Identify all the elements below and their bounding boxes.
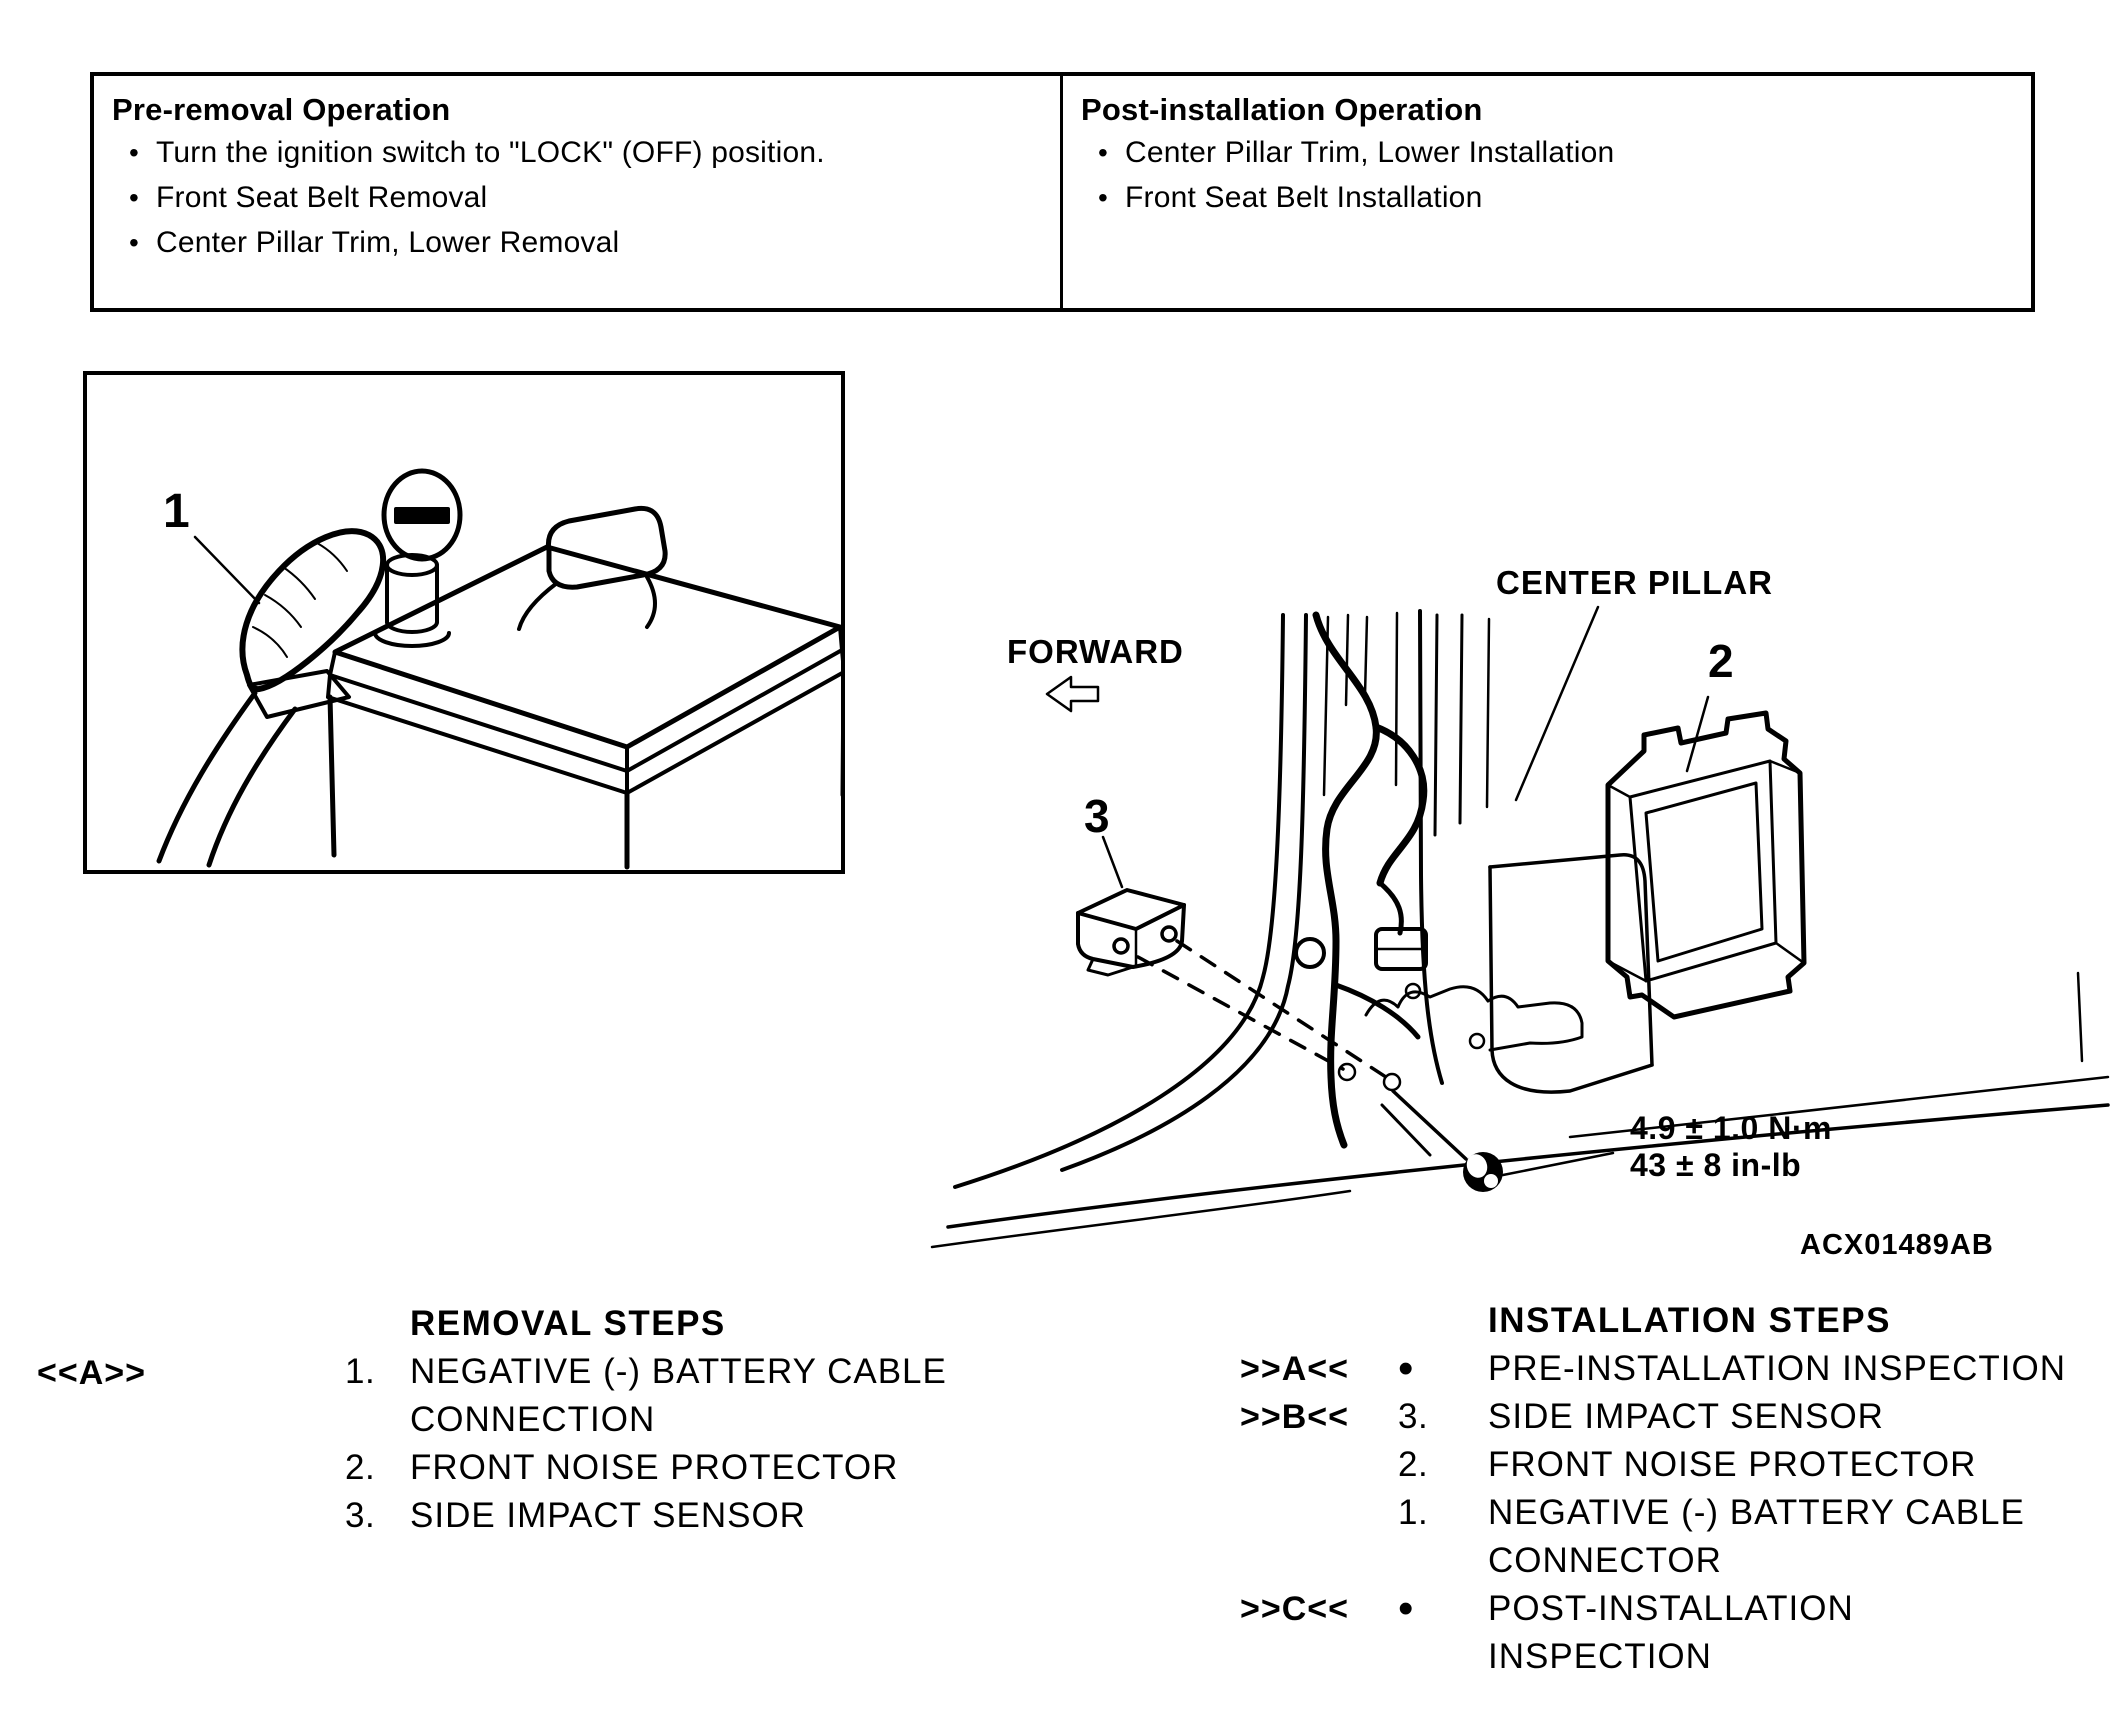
step-text-line: POST-INSTALLATION [1488,1589,1854,1628]
bullet-icon: • [128,137,139,168]
step-text-line: FRONT NOISE PROTECTOR [410,1448,899,1487]
step-text-line: INSPECTION [1488,1637,1712,1676]
callout-3-leader-line [1103,837,1122,887]
negative-terminal-minus-icon [384,471,460,559]
step-marker: >>B<< [1240,1398,1349,1436]
step-text-line: NEGATIVE (-) BATTERY CABLE [410,1352,947,1391]
list-item [1240,1489,2100,1585]
pre-removal-title: Pre-removal Operation [112,92,451,127]
mounting-axis-lines [1138,941,1466,1159]
post-installation-item: Front Seat Belt Installation [1125,181,1483,214]
callout-2-leader-line [1687,697,1708,771]
list-item [345,1492,1105,1540]
battery-cable [159,693,295,865]
step-marker: >>A<< [1240,1350,1349,1388]
torque-imperial: 43 ± 8 in-lb [1630,1147,1802,1183]
step-text-line: SIDE IMPACT SENSOR [410,1496,806,1535]
step-text-line: PRE-INSTALLATION INSPECTION [1488,1349,2067,1388]
battery-callout-1: 1 [163,485,190,538]
list-item [345,1348,1105,1444]
step-text-line: CONNECTOR [1488,1541,1722,1580]
quarter-panel [1366,855,2082,1092]
callout-2: 2 [1708,635,1734,687]
step-text-line: CONNECTION [410,1400,656,1439]
list-item [1240,1441,2100,1489]
step-text-line: SIDE IMPACT SENSOR [1488,1397,1884,1436]
center-pillar-leader-line [1516,607,1598,800]
step-text-line: NEGATIVE (-) BATTERY CABLE [1488,1493,2025,1532]
pre-removal-item: Turn the ignition switch to "LOCK" (OFF) position. [156,136,825,169]
list-item [112,220,1042,265]
wiring-harness [1296,615,1426,1145]
mounting-hole-icon [1384,1074,1400,1090]
negative-cable-lug [242,531,383,717]
forward-arrow-icon [1047,677,1098,711]
step-marker: >>C<< [1240,1590,1349,1628]
list-item [1081,130,2013,175]
step-text-line: FRONT NOISE PROTECTOR [1488,1445,1977,1484]
step-number: 2. [345,1448,376,1487]
list-item [1240,1393,2100,1441]
list-item [345,1444,1105,1492]
center-pillar-structure [955,611,1489,1187]
forward-label: FORWARD [1007,633,1184,670]
step-number: 2. [1398,1445,1429,1484]
battery-handle [519,508,665,629]
front-noise-protector [1608,713,1804,1017]
sensor-screw-icon [1114,939,1128,953]
list-item [1240,1585,2100,1681]
removal-marker-a: <<A>> [37,1354,146,1392]
step-number: 1. [1398,1493,1429,1532]
sensor-screw-icon [1162,927,1176,941]
figure-code: ACX01489AB [1800,1229,1994,1261]
mounting-hole-icon [1339,1064,1355,1080]
battery-figure [83,371,845,874]
torque-metric: 4.9 ± 1.0 N·m [1630,1110,1832,1146]
post-installation-title: Post-installation Operation [1081,92,1483,127]
pre-removal-cell [94,76,1063,308]
list-item [1240,1345,2100,1393]
battery-body [328,547,841,867]
removal-steps-list [345,1300,1105,1540]
post-installation-item: Center Pillar Trim, Lower Installation [1125,136,1615,169]
post-installation-cell [1063,76,2031,308]
bullet-icon: • [128,227,139,258]
bullet-icon: • [128,182,139,213]
operations-table [90,72,2035,312]
torque-spec [1630,1110,1832,1184]
center-pillar-label: CENTER PILLAR [1496,564,1773,601]
battery-cable-drawing [87,375,841,870]
floor-panel-lines [932,1077,2108,1247]
mounting-nut-icon [1463,1151,1503,1192]
callout-3: 3 [1084,790,1110,842]
side-impact-sensor [1078,890,1184,975]
callout-1-leader-line [195,537,259,603]
list-item [112,175,1042,220]
installation-steps-list [1240,1297,2100,1681]
bullet-icon: • [1097,182,1108,213]
pre-removal-item: Center Pillar Trim, Lower Removal [156,226,620,259]
list-item [112,130,1042,175]
pre-removal-item: Front Seat Belt Removal [156,181,488,214]
bullet-icon: • [1097,137,1108,168]
step-bullet: • [1398,1344,1414,1393]
step-bullet: • [1398,1584,1414,1633]
list-item [1081,175,2013,220]
step-number: 3. [345,1496,376,1535]
step-number: 1. [345,1352,376,1391]
removal-steps-title: REMOVAL STEPS [410,1304,726,1343]
step-number: 3. [1398,1397,1429,1436]
installation-steps-title: INSTALLATION STEPS [1488,1301,1891,1340]
